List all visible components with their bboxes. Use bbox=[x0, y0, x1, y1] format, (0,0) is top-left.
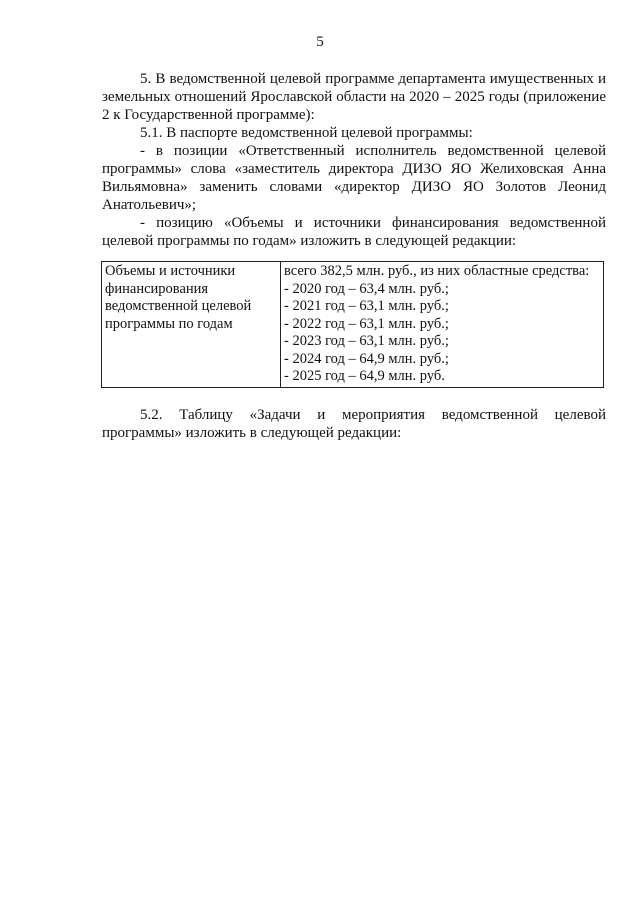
funding-values-cell bbox=[281, 262, 604, 388]
funding-table bbox=[101, 261, 604, 388]
funding-total: всего 382,5 млн. руб., из них областные средства: bbox=[284, 263, 590, 279]
funding-year-2023: - 2023 год – 63,1 млн. руб.; bbox=[284, 333, 449, 349]
funding-year-2022: - 2022 год – 63,1 млн. руб.; bbox=[284, 315, 449, 332]
section-5-block bbox=[102, 70, 606, 250]
subsection-5-1: 5.1. В паспорте ведомственной целевой программы: bbox=[140, 125, 473, 141]
funding-year-2021: - 2021 год – 63,1 млн. руб.; bbox=[284, 298, 449, 314]
amendment-item-2: - позицию «Объемы и источники финансирования ведомственной целевой программы по годам» изложить в следующей редакции: bbox=[102, 215, 606, 249]
funding-label-cell: Объемы и источники финансирования ведомственной целевой программы по годам bbox=[102, 262, 281, 388]
table-row bbox=[102, 262, 604, 388]
section-5-heading: 5. В ведомственной целевой программе департамента имущественных и земельных отношений Ярославской области на 2020 – 2025 годы (приложение 2 к Государственной программе): bbox=[102, 71, 606, 123]
amendment-item-1: - в позиции «Ответственный исполнитель ведомственной целевой программы» слова «заместитель директора ДИЗО ЯО Желиховская Анна Вильямовна» заменить словами «директор ДИЗО ЯО Золотов Леонид Анатольевич»; bbox=[102, 143, 606, 213]
page-number: 5 bbox=[316, 34, 324, 50]
funding-year-2024: - 2024 год – 64,9 млн. руб.; bbox=[284, 350, 449, 367]
funding-year-2025: - 2025 год – 64,9 млн. руб. bbox=[284, 368, 445, 384]
funding-year-2020: - 2020 год – 63,4 млн. руб.; bbox=[284, 280, 449, 297]
subsection-5-2: 5.2. Таблицу «Задачи и мероприятия ведомственной целевой программы» изложить в следующей редакции: bbox=[102, 407, 606, 441]
section-5-2-block bbox=[102, 406, 606, 442]
